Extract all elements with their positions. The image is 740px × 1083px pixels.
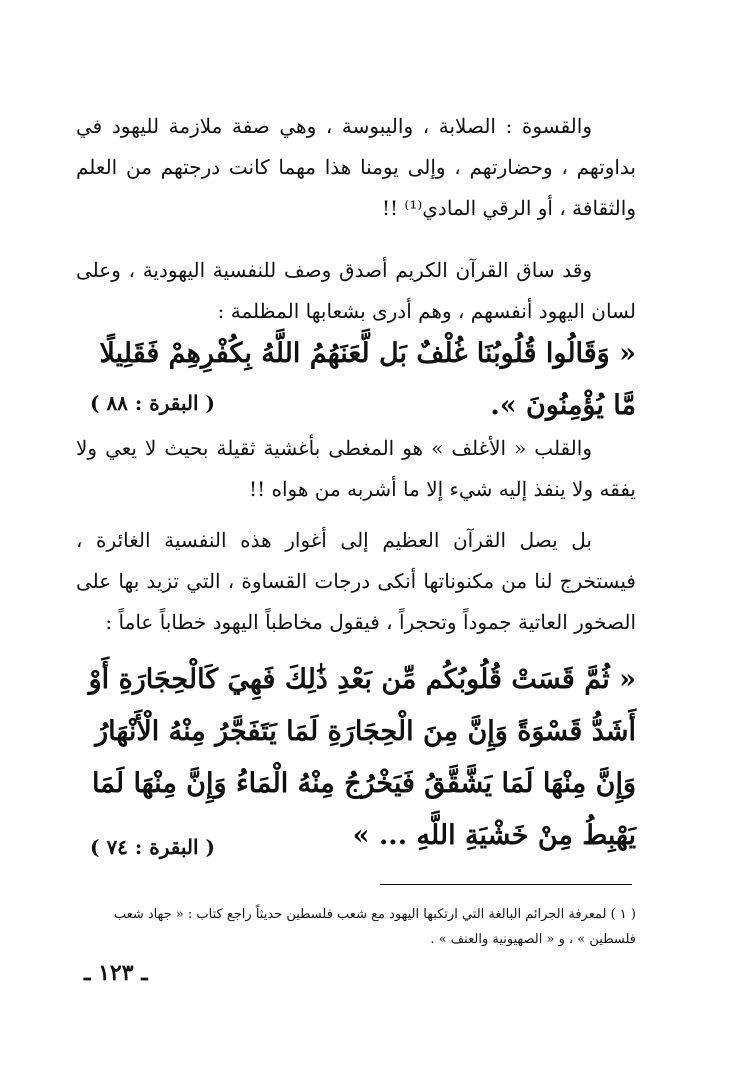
footnote-text: ( ١ ) لمعرفة الجرائم البالغة التي ارتكبها اليهود مع شعب فلسطين حديثاً راجع كتاب : « جهاد شعب فلسطين » ، و « الصهيونية والعنف » . xyxy=(113,907,636,947)
footnote-divider xyxy=(380,884,632,885)
verse-2-reference: ( البقرة : ٧٤ ) xyxy=(90,835,215,859)
verse-2-text: « ثُمَّ قَسَتْ قُلُوبُكُم مِّن بَعْدِ ذَٰلِكَ فَهِيَ كَالْحِجَارَةِ أَوْ أَشَدُّ قَسْوَةً وَإِنَّ مِنَ الْحِجَارَةِ لَمَا يَتَفَجَّرُ مِنْهُ الْأَنْهَارُ وَإِنَّ مِنْهَا لَمَا يَشَّقَّقُ فَيَخْرُجُ مِنْهُ الْمَاءُ وَإِنَّ مِنْهَا لَمَا يَهْبِطُ مِنْ خَشْيَةِ اللَّهِ ... » xyxy=(88,664,636,851)
paragraph-depths xyxy=(76,520,636,643)
footnote xyxy=(76,902,636,952)
paragraph-1-text: والقسوة : الصلابة ، واليبوسة ، وهي صفة ملازمة لليهود في بداوتهم ، وحضارتهم ، وإلى يومنا هذا مهما كانت درجتهم من العلم والثقافة ، أو الرقي المادي⁽¹⁾ !! xyxy=(76,114,636,220)
paragraph-hardness xyxy=(76,106,636,229)
verse-1-text: « وَقَالُوا قُلُوبُنَا غُلْفٌ بَل لَّعَنَهُمُ اللَّهُ بِكُفْرِهِمْ فَقَلِيلًا مَّا يُؤْمِنُونَ ». xyxy=(99,338,636,421)
paragraph-2-text: وقد ساق القرآن الكريم أصدق وصف للنفسية اليهودية ، وعلى لسان اليهود أنفسهم ، وهم أدرى بشعابها المظلمة : xyxy=(76,258,636,323)
page-number: ـ ١٢٣ ـ xyxy=(84,960,148,986)
verse-baqarah-74 xyxy=(76,654,636,862)
verse-1-reference: ( البقرة : ٨٨ ) xyxy=(90,391,215,415)
paragraph-4-text: بل يصل القرآن العظيم إلى أغوار هذه النفسية الغائرة ، فيستخرج لنا من مكنوناتها أنكى درجات القساوة ، التي تزيد بها على الصخور العاتية جموداً وتحجراً ، فيقول مخاطباً اليهود خطاباً عاماً : xyxy=(76,528,636,634)
paragraph-quran-description xyxy=(76,250,636,332)
paragraph-uncircumcised-heart xyxy=(76,428,636,510)
paragraph-3-text: والقلب « الأغلف » هو المغطى بأغشية ثقيلة بحيث لا يعي ولا يفقه ولا ينفذ إليه شيء إلا ما أشربه من هواه !! xyxy=(76,436,636,501)
